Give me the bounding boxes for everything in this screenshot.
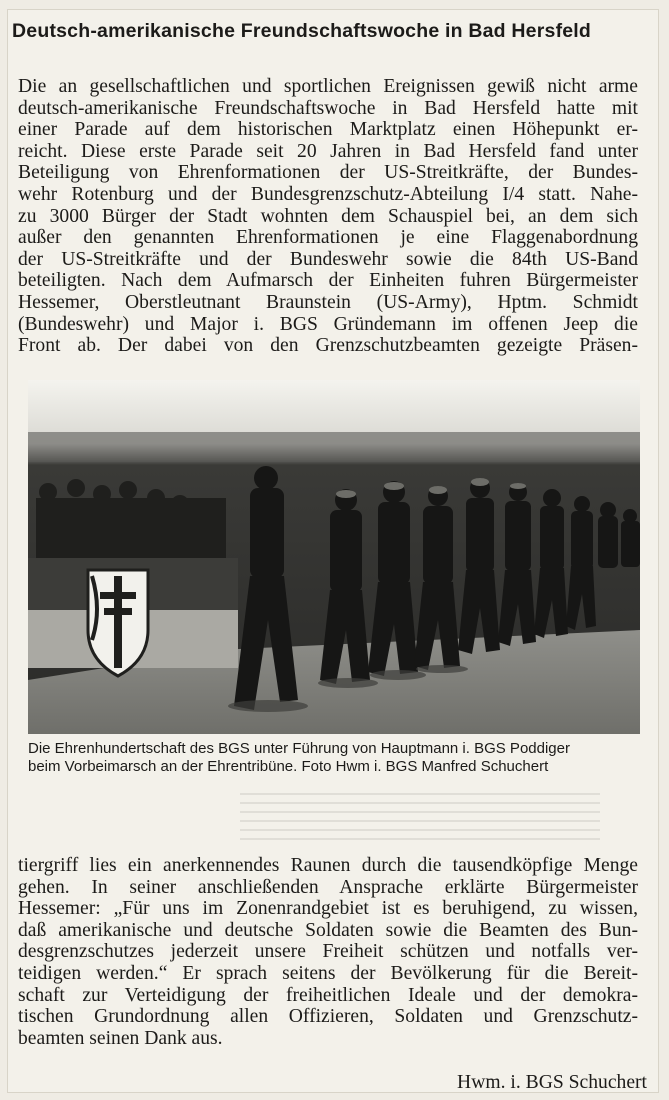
parade-photo-illustration [28, 380, 640, 734]
text-line: Beteiligung von Ehrenformationen der US-Streitkräfte, der Bundes- [18, 162, 638, 184]
text-line: reicht. Diese erste Parade seit 20 Jahren in Bad Hersfeld fand unter [18, 140, 638, 162]
text-line: wehr Rotenburg und der Bundesgrenzschutz-Abteilung I/4 statt. Nahe- [18, 183, 638, 205]
text-line: einer Parade auf dem historischen Marktplatz einen Höhepunkt er- [18, 119, 638, 141]
coat-of-arms [88, 570, 148, 676]
text-line: beamten seinen Dank aus. [18, 1027, 223, 1049]
text-line: Hessemer, Oberstleutnant Braunstein (US-Army), Hptm. Schmidt [18, 291, 638, 313]
text-line: beteiligten. Nach dem Aufmarsch der Einheiten fuhren Bürgermeister [18, 270, 638, 292]
text-line: tischen Grundordnung allen Offizieren, Soldaten und Grenzschutz- [18, 1006, 638, 1028]
article-paragraph-top [18, 76, 638, 357]
article-headline: Deutsch-amerikanische Freundschaftswoche in Bad Hersfeld [12, 20, 592, 42]
text-line: Die an gesellschaftlichen und sportlichen Ereignissen gewiß nicht arme [18, 76, 638, 97]
author-signature: Hwm. i. BGS Schuchert [457, 1072, 647, 1093]
text-line: zu 3000 Bürger der Stadt wohnten dem Schauspiel bei, an dem sich [18, 205, 638, 227]
text-line: (Bundeswehr) und Major i. BGS Gründemann im offenen Jeep die [18, 313, 638, 335]
caption-line: Die Ehrenhundertschaft des BGS unter Führung von Hauptmann i. BGS Poddiger [28, 740, 570, 757]
article-paragraph-bottom [18, 855, 638, 1049]
text-line: der US-Streitkräfte und der Bundeswehr sowie die 84th US-Band [18, 248, 638, 270]
text-line: tiergriff lies ein anerkennendes Raunen durch die tausendköpfige Menge [18, 855, 638, 876]
caption-line: beim Vorbeimarsch an der Ehrentribüne. Foto Hwm i. BGS Manfred Schuchert [28, 758, 549, 775]
text-line: schaft zur Verteidigung der freiheitlichen Ideale und der demokra- [18, 984, 638, 1006]
text-line: außer den genannten Ehrenformationen je eine Flaggenabordnung [18, 227, 638, 249]
text-line: daß amerikanische und deutsche Soldaten sowie die Beamten des Bun- [18, 919, 638, 941]
text-line: desgrenzschutzes jederzeit unsere Freiheit schützen und notfalls ver- [18, 941, 638, 963]
text-line: Front ab. Der dabei von den Grenzschutzbeamten gezeigte Präsen- [18, 335, 638, 357]
text-line: deutsch-amerikanische Freundschaftswoche in Bad Hersfeld hatte mit [18, 97, 638, 119]
bleed-through-texture [240, 790, 600, 840]
parade-photo [28, 380, 640, 734]
text-line: Hessemer: „Für uns im Zonenrandgebiet ist es beruhigend, zu wissen, [18, 898, 638, 920]
photo-caption [28, 740, 648, 776]
text-line: gehen. In seiner anschließenden Ansprache erklärte Bürgermeister [18, 876, 638, 898]
text-line: teidigen werden.“ Er sprach seitens der Bevölkerung für die Bereit- [18, 962, 638, 984]
